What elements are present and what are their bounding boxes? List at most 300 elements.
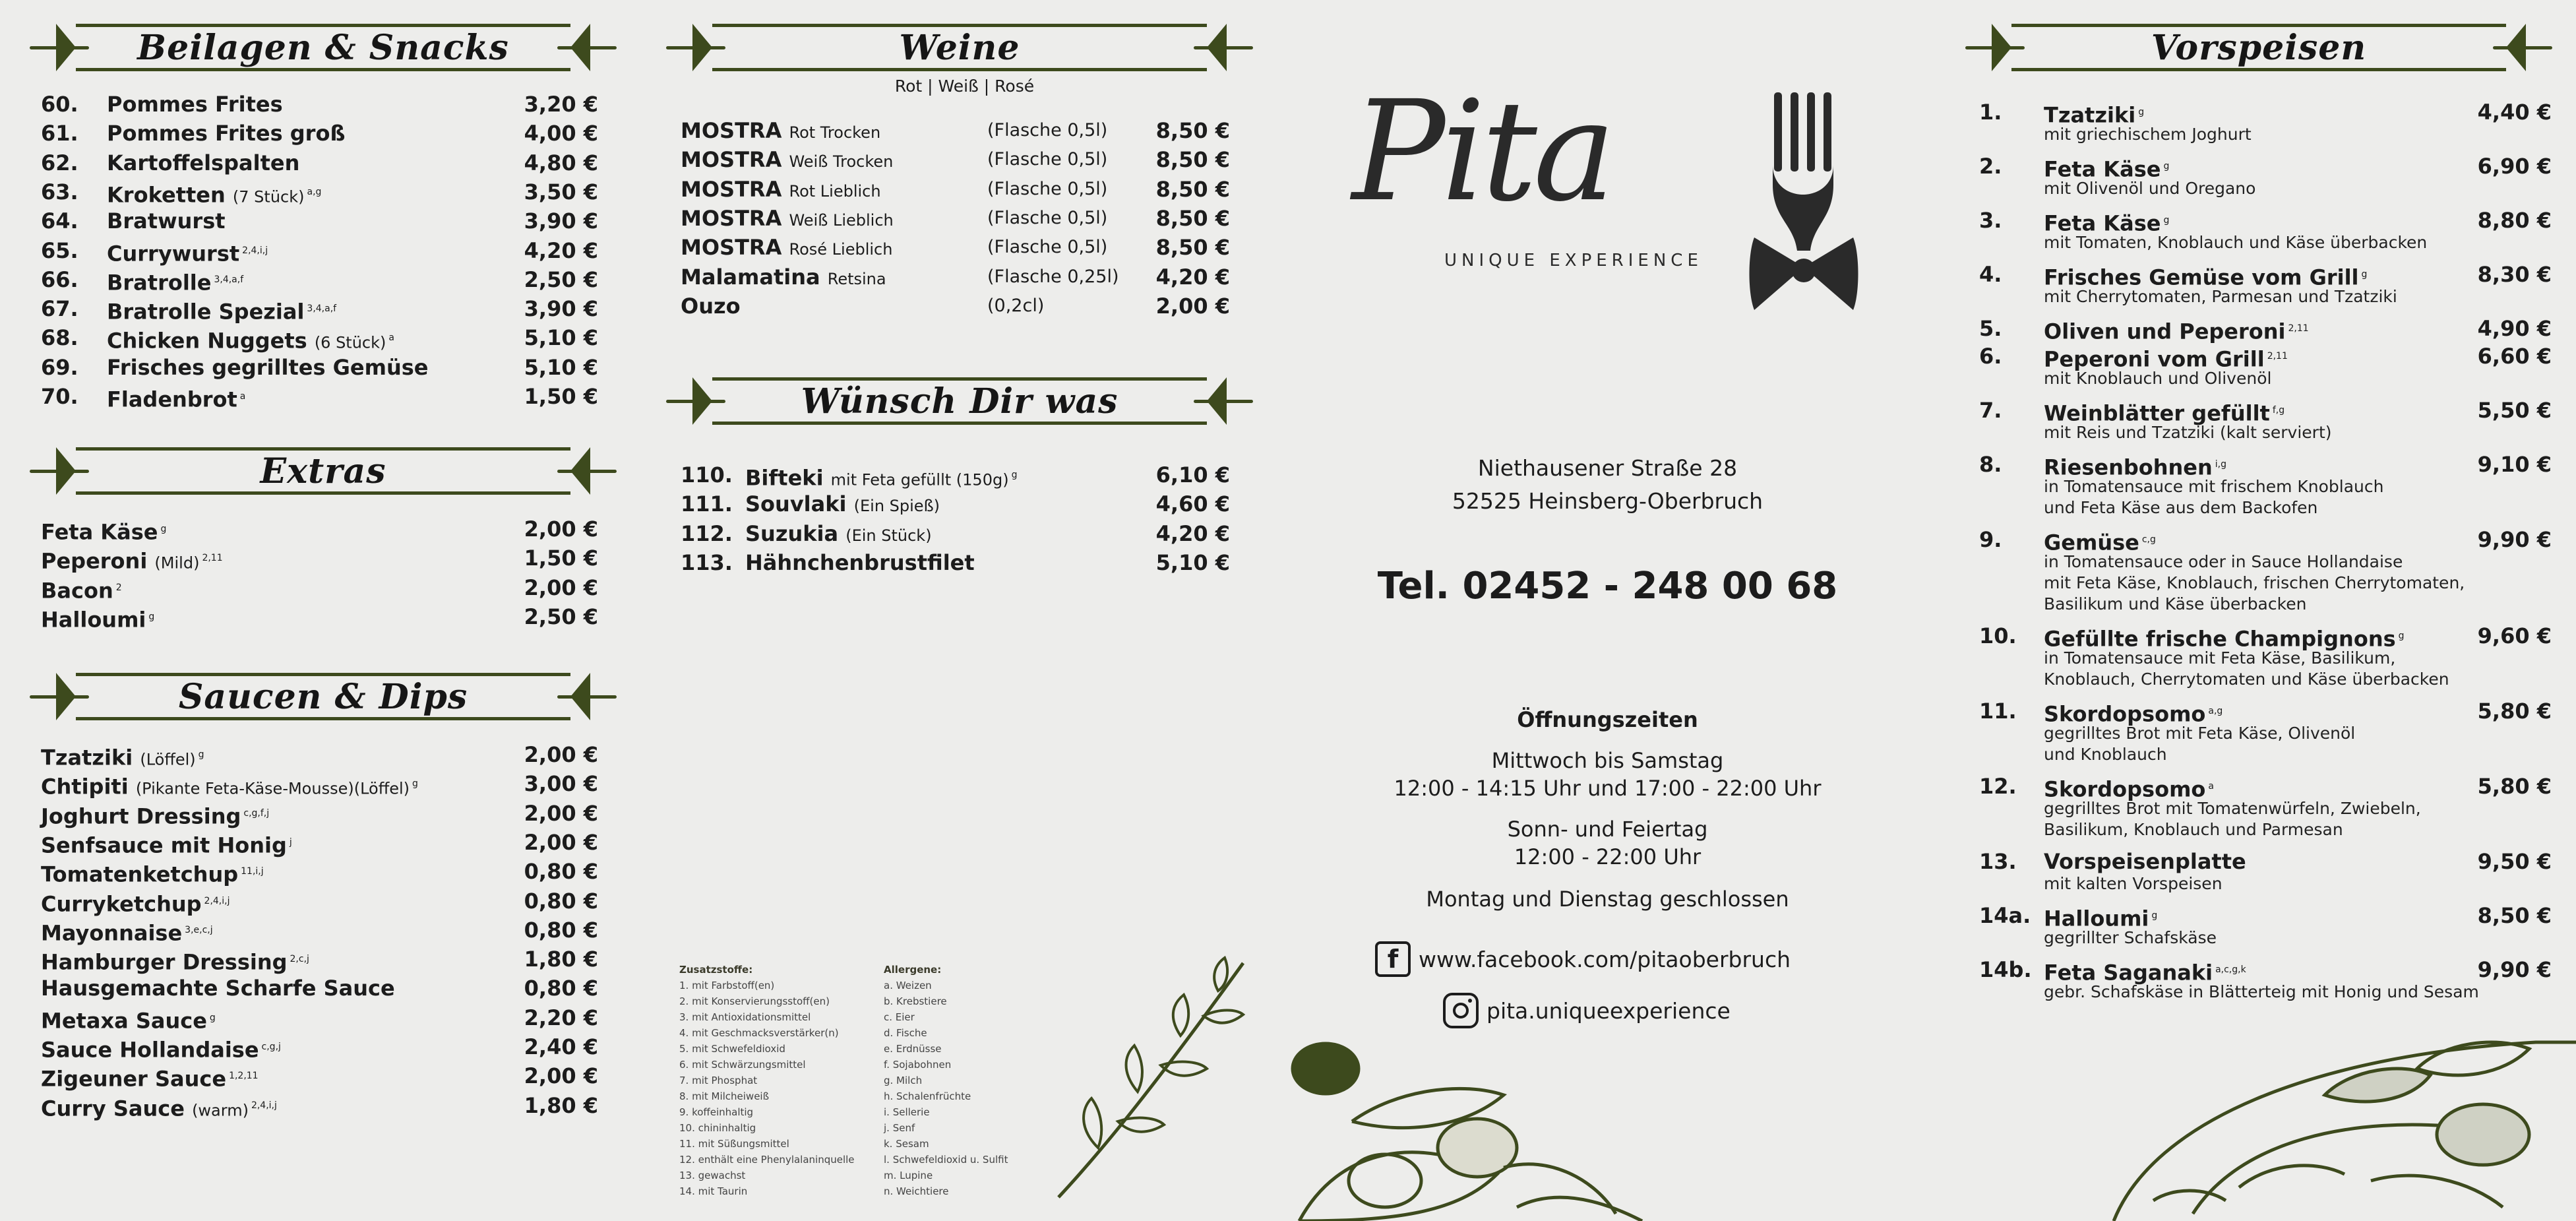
footnote-line: 11. mit Süßungsmittel xyxy=(679,1138,789,1150)
item-number: 6. xyxy=(1979,344,2002,369)
item-description: mit Reis und Tzatziki (kalt serviert) xyxy=(2044,423,2332,442)
item-detail: (Mild) xyxy=(154,553,200,573)
allergene-title: Allergene: xyxy=(884,964,942,976)
item-price: 3,00 € xyxy=(524,771,598,797)
item-name-text: Peperoni xyxy=(41,548,148,574)
item-price: 2,00 € xyxy=(524,742,598,767)
item-name-text: Chicken Nuggets xyxy=(107,329,307,354)
item-name xyxy=(41,1091,277,1125)
item-name xyxy=(107,294,336,327)
menu-item xyxy=(41,916,598,945)
allergen-codes: 1,2,11 xyxy=(229,1071,259,1082)
item-number: 14a. xyxy=(1979,903,2031,928)
item-price: 9,60 € xyxy=(2477,623,2552,648)
item-name-text: Gefüllte frische Champignons xyxy=(2044,626,2396,652)
item-price: 8,50 € xyxy=(2477,903,2552,928)
menu-item xyxy=(41,887,598,916)
item-name xyxy=(107,206,226,235)
extras-title: Extras xyxy=(260,451,386,491)
item-price: 5,80 € xyxy=(2477,774,2552,799)
item-price: 1,80 € xyxy=(524,1092,598,1118)
item-price: 4,20 € xyxy=(1155,520,1230,546)
item-number: 5. xyxy=(1979,316,2002,341)
item-name-text: Bratrolle xyxy=(107,270,212,296)
center-panel xyxy=(1286,0,1929,1221)
menu-item xyxy=(41,148,598,177)
footnote-line: 10. chininhaltig xyxy=(679,1122,756,1134)
item-number: 10. xyxy=(1979,623,2017,648)
footnote-line: 13. gewachst xyxy=(679,1170,746,1181)
item-price: 3,20 € xyxy=(524,92,598,117)
item-name xyxy=(107,119,345,148)
address-street: Niethausener Straße 28 xyxy=(1477,455,1738,481)
item-name-text: Frisches gegrilltes Gemüse xyxy=(107,354,429,380)
footnote-line: m. Lupine xyxy=(884,1170,933,1181)
footnote-line: 3. mit Antioxidationsmittel xyxy=(679,1011,811,1023)
item-detail: (Ein Stück) xyxy=(845,526,932,545)
item-name xyxy=(2044,847,2246,876)
item-name-text: Skordopsomo xyxy=(2044,776,2206,802)
item-volume: (Flasche 0,5l) xyxy=(987,237,1108,258)
item-detail: (Ein Spieß) xyxy=(853,497,940,516)
item-number: 2. xyxy=(1979,154,2002,179)
item-price: 8,50 € xyxy=(1155,176,1230,202)
item-description: mit Tomaten, Knoblauch und Käse überbacken xyxy=(2044,233,2428,252)
item-name-text: Halloumi xyxy=(2044,906,2149,931)
allergen-codes: c,g,f,j xyxy=(243,807,270,819)
item-number: 1. xyxy=(1979,100,2002,125)
allergen-codes: g xyxy=(2138,107,2145,117)
item-name-text: Pommes Frites groß xyxy=(107,121,346,146)
menu-item xyxy=(681,292,1230,321)
zusatzstoffe-title: Zusatzstoffe: xyxy=(679,964,753,976)
logo-tagline: UNIQUE EXPERIENCE xyxy=(1444,251,1703,270)
item-price: 2,00 € xyxy=(524,1063,598,1089)
item-name-text: Suzukia xyxy=(745,520,839,546)
menu-item xyxy=(41,294,598,323)
menu-item xyxy=(41,1091,598,1120)
footnote-line: 2. mit Konservierungsstoff(en) xyxy=(679,995,830,1007)
footnote-line: f. Sojabohnen xyxy=(884,1059,952,1071)
item-name-text: Bratrolle Spezial xyxy=(107,299,305,325)
item-number: 12. xyxy=(1979,774,2017,799)
menu-item xyxy=(1979,847,2552,876)
item-name-text: Bratwurst xyxy=(107,208,226,234)
item-price: 5,50 € xyxy=(2477,398,2552,423)
item-name-text: Malamatina xyxy=(681,264,820,290)
item-name-text: Vorspeisenplatte xyxy=(2044,849,2246,874)
allergen-codes: i,g xyxy=(2215,459,2227,470)
footnote-line: j. Senf xyxy=(884,1122,915,1134)
item-name xyxy=(107,265,243,297)
saucen-banner xyxy=(30,673,617,722)
allergen-codes: g xyxy=(148,611,155,622)
item-number: 63. xyxy=(41,179,78,204)
allergen-codes: a,g xyxy=(307,186,322,197)
footnote-line: a. Weizen xyxy=(884,980,932,991)
menu-item xyxy=(1979,98,2552,127)
hours-title: Öffnungszeiten xyxy=(1517,707,1698,732)
allergen-codes: c,g,j xyxy=(261,1042,281,1052)
item-price: 0,80 € xyxy=(524,859,598,885)
item-description: mit Feta Käse, Knoblauch, frischen Cherrytomaten, xyxy=(2044,573,2465,592)
allergen-codes: 2,11 xyxy=(2267,351,2288,361)
allergene-list xyxy=(884,962,1055,1199)
item-number: 64. xyxy=(41,208,78,234)
item-number: 69. xyxy=(41,354,78,380)
menu-item xyxy=(41,857,598,886)
item-price: 3,50 € xyxy=(524,179,598,204)
menu-item xyxy=(1979,314,2552,343)
olives-illustration xyxy=(1286,1016,1682,1221)
item-name xyxy=(681,145,893,176)
item-name-text: Tomatenketchup xyxy=(41,861,239,887)
item-description: gegrilltes Brot mit Feta Käse, Olivenöl xyxy=(2044,724,2356,743)
item-price: 9,90 € xyxy=(2477,527,2552,552)
item-price: 8,50 € xyxy=(1155,235,1230,261)
menu-item xyxy=(1979,206,2552,235)
item-name-text: Joghurt Dressing xyxy=(41,803,241,829)
item-price: 1,50 € xyxy=(524,384,598,409)
item-name xyxy=(41,887,230,919)
menu-item xyxy=(41,740,598,769)
item-volume: (Flasche 0,5l) xyxy=(987,178,1108,199)
allergen-codes: 2,c,j xyxy=(290,954,309,965)
menu-item xyxy=(41,353,598,382)
item-number: 111. xyxy=(681,491,733,517)
hours-line-5: Montag und Dienstag geschlossen xyxy=(1426,887,1789,912)
menu-item xyxy=(1979,697,2552,726)
allergen-codes: a,c,g,k xyxy=(2215,964,2246,975)
item-price: 8,50 € xyxy=(1155,205,1230,231)
item-detail: (warm) xyxy=(192,1101,249,1120)
item-name xyxy=(41,573,122,606)
allergen-codes: 2,4,i,j xyxy=(251,1100,277,1111)
item-price: 2,00 € xyxy=(524,800,598,826)
item-price: 8,50 € xyxy=(1155,147,1230,173)
menu-item xyxy=(41,265,598,294)
item-number: 70. xyxy=(41,384,78,409)
item-description: Knoblauch, Cherrytomaten und Käse überbacken xyxy=(2044,670,2449,689)
item-volume: (Flasche 0,25l) xyxy=(987,266,1119,287)
item-volume: (Flasche 0,5l) xyxy=(987,207,1108,228)
item-price: 4,00 € xyxy=(524,121,598,146)
item-price: 2,00 € xyxy=(524,575,598,600)
right-panel xyxy=(1929,0,2576,1221)
item-name-text: Kartoffelspalten xyxy=(107,150,300,175)
item-name-text: Bifteki xyxy=(745,465,824,491)
footnote-line: e. Erdnüsse xyxy=(884,1043,942,1055)
item-name-text: Skordopsomo xyxy=(2044,701,2206,727)
allergen-codes: 2,11 xyxy=(202,553,223,564)
item-name xyxy=(681,233,892,264)
item-description: Basilikum und Käse überbacken xyxy=(2044,594,2307,613)
allergen-codes: j xyxy=(289,836,292,848)
footnote-line: 9. koffeinhaltig xyxy=(679,1106,754,1118)
item-description: gegrilltes Brot mit Tomatenwürfeln, Zwiebeln, xyxy=(2044,799,2421,818)
allergen-codes: 11,i,j xyxy=(241,866,264,877)
menu-item xyxy=(1979,450,2552,479)
menu-item xyxy=(41,323,598,352)
item-price: 2,00 € xyxy=(524,829,598,855)
item-price: 6,60 € xyxy=(2477,344,2552,369)
item-description: mit kalten Vorspeisen xyxy=(2044,874,2223,893)
item-name-text: MOSTRA xyxy=(681,235,782,261)
item-detail: (6 Stück) xyxy=(314,334,386,353)
footnote-line: k. Sesam xyxy=(884,1138,929,1150)
phone-number: Tel. 02452 - 248 00 68 xyxy=(1377,565,1838,608)
item-detail: Rot Lieblich xyxy=(789,181,881,201)
item-name-text: Ouzo xyxy=(681,293,741,319)
item-number: 3. xyxy=(1979,208,2002,233)
allergen-codes: g xyxy=(412,778,418,790)
facebook-icon: f xyxy=(1375,941,1411,977)
item-price: 4,90 € xyxy=(2477,316,2552,341)
item-description: in Tomatensauce oder in Sauce Hollandaise xyxy=(2044,552,2403,571)
item-name-text: Feta Käse xyxy=(41,519,158,545)
item-price: 5,10 € xyxy=(524,325,598,351)
weine-title: Weine xyxy=(899,27,1020,68)
item-number: 62. xyxy=(41,150,78,175)
item-number: 7. xyxy=(1979,398,2002,423)
item-name-text: Bacon xyxy=(41,578,113,604)
menu-item xyxy=(41,177,598,206)
menu-item xyxy=(681,204,1230,233)
item-description: gebr. Schafskäse in Blätterteig mit Honig und Sesam xyxy=(2044,982,2479,1001)
allergen-codes: g xyxy=(2398,631,2405,641)
footnote-line: h. Schalenfrüchte xyxy=(884,1090,971,1102)
footnote-line: c. Eier xyxy=(884,1011,915,1023)
item-name xyxy=(107,90,283,119)
allergen-codes: a xyxy=(239,391,246,402)
item-name-text: Kroketten xyxy=(107,182,226,208)
menu-item xyxy=(1979,955,2552,984)
item-price: 2,00 € xyxy=(524,517,598,542)
item-description: in Tomatensauce mit Feta Käse, Basilikum, xyxy=(2044,648,2396,668)
item-detail: Weiß Lieblich xyxy=(789,210,894,230)
item-volume: (0,2cl) xyxy=(987,295,1045,316)
menu-item xyxy=(41,544,598,573)
item-detail: (7 Stück) xyxy=(232,187,305,206)
hours-line-1: Mittwoch bis Samstag xyxy=(1491,748,1724,773)
facebook-link[interactable] xyxy=(1375,939,1791,979)
menu-item xyxy=(41,945,598,974)
menu-item xyxy=(41,1032,598,1061)
menu-item xyxy=(41,206,598,235)
item-name-text: Halloumi xyxy=(41,607,146,633)
item-name-text: Peperoni vom Grill xyxy=(2044,346,2265,372)
item-name-text: MOSTRA xyxy=(681,118,782,143)
hours-line-3: Sonn- und Feiertag xyxy=(1507,817,1708,842)
footnote-line: 5. mit Schwefeldioxid xyxy=(679,1043,785,1055)
allergen-codes: 3,4,a,f xyxy=(307,303,337,315)
item-price: 9,10 € xyxy=(2477,452,2552,477)
item-name xyxy=(41,1003,216,1036)
item-name-text: MOSTRA xyxy=(681,176,782,202)
item-name xyxy=(41,602,154,635)
item-price: 2,00 € xyxy=(1155,293,1230,319)
item-name-text: Fladenbrot xyxy=(107,387,237,412)
item-name xyxy=(107,148,299,177)
item-price: 1,50 € xyxy=(524,546,598,571)
item-price: 4,60 € xyxy=(1155,491,1230,517)
allergen-codes: g xyxy=(2163,215,2170,226)
menu-item xyxy=(41,769,598,798)
menu-item xyxy=(681,263,1230,292)
item-name-text: Tzatziki xyxy=(2044,102,2136,128)
menu-item xyxy=(681,145,1230,174)
logo-wordmark: Pita xyxy=(1352,71,1612,232)
item-price: 5,10 € xyxy=(1155,549,1230,575)
instagram-handle: pita.uniqueexperience xyxy=(1487,997,1731,1024)
menu-item xyxy=(41,1003,598,1032)
item-description: mit griechischem Joghurt xyxy=(2044,125,2252,144)
item-name xyxy=(745,489,940,520)
allergen-codes: 3,e,c,j xyxy=(185,924,213,935)
weine-subtitle: Rot | Weiß | Rosé xyxy=(894,77,1035,96)
allergen-codes: g xyxy=(2361,269,2368,280)
food-plate-illustration xyxy=(2074,1016,2576,1221)
item-volume: (Flasche 0,5l) xyxy=(987,120,1108,141)
item-description: und Knoblauch xyxy=(2044,745,2167,764)
item-name xyxy=(745,519,932,550)
item-name-text: Feta Saganaki xyxy=(2044,960,2213,986)
item-price: 2,40 € xyxy=(524,1034,598,1059)
item-name-text: Feta Käse xyxy=(2044,156,2161,182)
item-name-text: Metaxa Sauce xyxy=(41,1008,207,1034)
menu-item xyxy=(681,175,1230,204)
item-name-text: Currywurst xyxy=(107,241,240,266)
hours-line-2: 12:00 - 14:15 Uhr und 17:00 - 22:00 Uhr xyxy=(1394,776,1822,801)
item-number: 11. xyxy=(1979,699,2017,724)
allergen-codes: a xyxy=(2208,781,2214,792)
footnote-line: l. Schwefeldioxid u. Sulfit xyxy=(884,1154,1008,1166)
footnote-line: 14. mit Taurin xyxy=(679,1185,748,1197)
item-price: 5,10 € xyxy=(524,354,598,380)
item-name-text: Pommes Frites xyxy=(107,92,283,117)
item-name xyxy=(41,828,292,860)
item-name-text: Curry Sauce xyxy=(41,1096,185,1121)
item-name xyxy=(107,236,268,268)
facebook-url: www.facebook.com/pitaoberbruch xyxy=(1419,946,1791,972)
allergen-codes: g xyxy=(209,1012,216,1023)
fork-bowtie-icon xyxy=(1748,92,1860,330)
allergen-codes: 2,4,i,j xyxy=(242,245,268,256)
item-number: 8. xyxy=(1979,452,2002,477)
allergen-codes: a,g xyxy=(2208,706,2223,716)
item-price: 4,20 € xyxy=(1155,264,1230,290)
item-description: in Tomatensauce mit frischem Knoblauch xyxy=(2044,477,2384,496)
menu-item xyxy=(1979,342,2552,371)
item-number: 67. xyxy=(41,296,78,322)
menu-item xyxy=(41,573,598,602)
menu-item xyxy=(1979,260,2552,289)
wunsch-title: Wünsch Dir was xyxy=(801,381,1119,422)
item-detail: mit Feta gefüllt (150g) xyxy=(830,470,1009,489)
allergen-codes: 2 xyxy=(115,582,122,593)
item-description: mit Olivenöl und Oregano xyxy=(2044,179,2256,198)
item-name xyxy=(41,857,264,889)
item-name-text: Oliven und Peperoni xyxy=(2044,319,2286,344)
item-price: 3,90 € xyxy=(524,296,598,322)
item-name xyxy=(107,353,428,382)
saucen-title: Saucen & Dips xyxy=(178,676,468,717)
vorspeisen-banner xyxy=(1965,24,2552,73)
menu-item xyxy=(681,460,1230,489)
menu-item xyxy=(1979,525,2552,554)
left-panel xyxy=(0,0,643,1221)
item-name xyxy=(41,799,269,831)
item-name xyxy=(681,263,886,294)
footnote-line: b. Krebstiere xyxy=(884,995,947,1007)
item-name xyxy=(41,1061,259,1094)
item-name xyxy=(681,116,880,147)
item-number: 13. xyxy=(1979,849,2017,874)
item-price: 5,80 € xyxy=(2477,699,2552,724)
footnote-line: 1. mit Farbstoff(en) xyxy=(679,980,775,991)
item-name xyxy=(41,515,166,547)
allergen-codes: 2,11 xyxy=(2288,323,2309,334)
item-number: 60. xyxy=(41,92,78,117)
item-name xyxy=(41,974,395,1003)
footnote-line: d. Fische xyxy=(884,1027,927,1039)
item-description: und Feta Käse aus dem Backofen xyxy=(2044,498,2318,517)
item-detail: Weiß Trocken xyxy=(789,152,894,172)
weine-banner xyxy=(666,24,1253,73)
item-number: 65. xyxy=(41,237,78,263)
olive-branch-illustration xyxy=(1045,950,1263,1207)
item-price: 0,80 € xyxy=(524,976,598,1001)
allergen-codes: g xyxy=(1011,470,1018,480)
item-price: 8,30 € xyxy=(2477,262,2552,287)
item-name xyxy=(681,292,741,321)
item-price: 3,90 € xyxy=(524,208,598,234)
item-name-text: Hamburger Dressing xyxy=(41,949,288,975)
allergen-codes: a xyxy=(388,332,394,344)
item-price: 4,80 € xyxy=(524,150,598,175)
item-price: 4,40 € xyxy=(2477,100,2552,125)
menu-item xyxy=(681,489,1230,518)
menu-item xyxy=(41,90,598,119)
beilagen-title: Beilagen & Snacks xyxy=(137,27,509,68)
item-price: 0,80 € xyxy=(524,888,598,914)
item-name-text: Curryketchup xyxy=(41,891,202,917)
item-price: 6,10 € xyxy=(1155,462,1230,487)
item-name-text: Sauce Hollandaise xyxy=(41,1037,259,1063)
item-name-text: Senfsauce mit Honig xyxy=(41,832,287,858)
item-name xyxy=(681,204,894,235)
item-name xyxy=(681,175,881,206)
allergen-codes: g xyxy=(2163,161,2170,172)
item-name xyxy=(41,945,309,977)
item-price: 1,80 € xyxy=(524,947,598,972)
item-name-text: Zigeuner Sauce xyxy=(41,1066,227,1092)
footnote-line: 8. mit Milcheiweiß xyxy=(679,1090,770,1102)
allergen-codes: g xyxy=(160,524,167,534)
item-volume: (Flasche 0,5l) xyxy=(987,149,1108,170)
allergen-codes: g xyxy=(2151,910,2158,921)
item-price: 0,80 € xyxy=(524,917,598,943)
zusatzstoffe-list xyxy=(679,962,877,1199)
item-number: 113. xyxy=(681,549,733,575)
footnote-line: 6. mit Schwärzungsmittel xyxy=(679,1059,806,1071)
allergen-codes: f,g xyxy=(2272,405,2285,416)
menu-item xyxy=(681,519,1230,548)
menu-item xyxy=(41,602,598,631)
wine-panel xyxy=(643,0,1286,1221)
menu-item xyxy=(41,119,598,148)
allergen-codes: 3,4,a,f xyxy=(214,274,244,285)
